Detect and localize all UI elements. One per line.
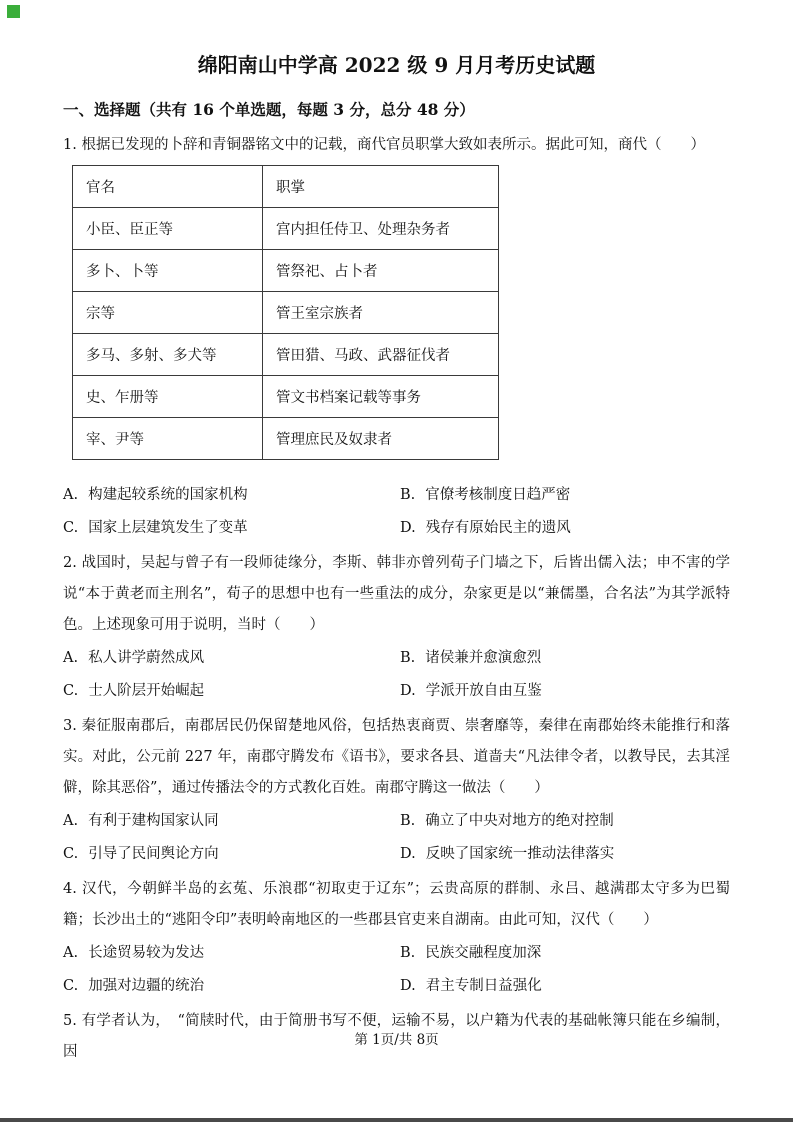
option-b xyxy=(400,643,730,674)
page-title: 绵阳南山中学高 2022 级 9 月月考历史试题 xyxy=(197,53,596,77)
option-text: 有利于建构国家认同 xyxy=(88,813,219,829)
option-a xyxy=(63,480,400,511)
option-label: A. xyxy=(63,945,79,961)
option-label: D. xyxy=(400,978,416,994)
option-text: 君主专制日益强化 xyxy=(425,978,542,994)
question-2 xyxy=(63,548,730,707)
option-text: 民族交融程度加深 xyxy=(425,945,542,961)
question-3-stem: 3. 秦征服南郡后，南郡居民仍保留楚地风俗，包括热衷商贾、崇奢靡等，秦律在南郡始终未能推行和落实。对此，公元前 227 年，南郡守腾发布《语书》，要求各县、道啬夫“凡法律令者，以教导民，去其淫僻，除其恶俗”，通过传播法令的方式教化百姓。南郡守腾这一做法（ ） xyxy=(63,718,730,796)
table-row xyxy=(73,250,499,292)
question-3-options xyxy=(63,806,730,870)
option-label: D. xyxy=(400,683,416,699)
option-b xyxy=(400,480,730,511)
option-label: C. xyxy=(63,683,79,699)
table-header-duty: 职掌 xyxy=(263,166,499,208)
page-number: 第 1页/共 8页 xyxy=(354,1032,439,1048)
option-text: 学派开放自由互鉴 xyxy=(425,683,542,699)
option-label: B. xyxy=(400,487,416,503)
option-label: C. xyxy=(63,978,79,994)
bottom-border-bar xyxy=(0,1118,793,1122)
question-5-stem: 5. 有学者认为， “简牍时代，由于简册书写不便，运输不易，以户籍为代表的基础帐簿只能在乡编制，因 xyxy=(63,1013,730,1060)
option-c xyxy=(63,839,400,870)
option-text: 士人阶层开始崛起 xyxy=(88,683,205,699)
question-3 xyxy=(63,711,730,870)
table-cell-office: 多马、多射、多犬等 xyxy=(73,334,263,376)
option-c xyxy=(63,971,400,1002)
option-c xyxy=(63,676,400,707)
question-4 xyxy=(63,874,730,1002)
option-text: 私人讲学蔚然成风 xyxy=(88,650,205,666)
official-duties-table xyxy=(72,165,499,460)
option-a xyxy=(63,938,400,969)
option-label: A. xyxy=(63,650,79,666)
option-text: 引导了民间舆论方向 xyxy=(88,846,219,862)
option-label: A. xyxy=(63,487,79,503)
option-label: C. xyxy=(63,846,79,862)
option-text: 官僚考核制度日趋严密 xyxy=(425,487,571,503)
section-header: 一、选择题（共有 16 个单选题，每题 3 分，总分 48 分） xyxy=(63,100,475,119)
table-row xyxy=(73,418,499,460)
table-header-row xyxy=(73,166,499,208)
table-cell-duty: 管田猎、马政、武器征伐者 xyxy=(263,334,499,376)
option-label: A. xyxy=(63,813,79,829)
table-cell-duty: 管祭祀、占卜者 xyxy=(263,250,499,292)
question-4-options xyxy=(63,938,730,1002)
table-cell-office: 多卜、卜等 xyxy=(73,250,263,292)
option-text: 国家上层建筑发生了变革 xyxy=(88,520,248,536)
table-cell-duty: 宫内担任侍卫、处理杂务者 xyxy=(263,208,499,250)
option-label: C. xyxy=(63,520,79,536)
option-text: 构建起较系统的国家机构 xyxy=(88,487,248,503)
question-1 xyxy=(63,130,730,544)
option-text: 诸侯兼并愈演愈烈 xyxy=(425,650,542,666)
option-b xyxy=(400,806,730,837)
option-label: B. xyxy=(400,650,416,666)
table-row xyxy=(73,334,499,376)
question-2-stem: 2. 战国时，吴起与曾子有一段师徒缘分，李斯、韩非亦曾列荀子门墙之下，后皆出儒入法；申不害的学说“本于黄老而主刑名”，荀子的思想中也有一些重法的成分，杂家更是以“兼儒墨，合名法”为其学派特色。上述现象可用于说明，当时（ ） xyxy=(63,555,730,633)
option-b xyxy=(400,938,730,969)
table-row xyxy=(73,376,499,418)
option-d xyxy=(400,513,730,544)
question-2-options xyxy=(63,643,730,707)
option-d xyxy=(400,839,730,870)
option-d xyxy=(400,971,730,1002)
option-c xyxy=(63,513,400,544)
option-label: D. xyxy=(400,520,416,536)
corner-marker xyxy=(7,5,20,18)
table-cell-office: 史、乍册等 xyxy=(73,376,263,418)
question-1-stem: 1. 根据已发现的卜辞和青铜器铭文中的记载，商代官员职掌大致如表所示。据此可知，商代（ ） xyxy=(63,137,705,153)
option-label: B. xyxy=(400,813,416,829)
option-a xyxy=(63,806,400,837)
option-label: D. xyxy=(400,846,416,862)
table-cell-office: 宰、尹等 xyxy=(73,418,263,460)
table-row xyxy=(73,208,499,250)
table-row xyxy=(73,292,499,334)
option-d xyxy=(400,676,730,707)
option-label: B. xyxy=(400,945,416,961)
option-text: 确立了中央对地方的绝对控制 xyxy=(425,813,614,829)
option-text: 长途贸易较为发达 xyxy=(88,945,205,961)
table-cell-office: 小臣、臣正等 xyxy=(73,208,263,250)
option-text: 残存有原始民主的遗风 xyxy=(425,520,571,536)
question-1-options xyxy=(63,480,730,544)
question-4-stem: 4. 汉代，今朝鲜半岛的玄菟、乐浪郡“初取吏于辽东”；云贵高原的群制、永吕、越满郡太守多为巴蜀籍；长沙出土的“逃阳令印”表明岭南地区的一些郡县官吏来自湖南。由此可知，汉代（ ） xyxy=(63,881,730,928)
table-cell-office: 宗等 xyxy=(73,292,263,334)
option-text: 反映了国家统一推动法律落实 xyxy=(425,846,615,862)
table-cell-duty: 管理庶民及奴隶者 xyxy=(263,418,499,460)
option-a xyxy=(63,643,400,674)
table-header-office: 官名 xyxy=(73,166,263,208)
table-cell-duty: 管文书档案记载等事务 xyxy=(263,376,499,418)
option-text: 加强对边疆的统治 xyxy=(88,978,205,994)
table-cell-duty: 管王室宗族者 xyxy=(263,292,499,334)
